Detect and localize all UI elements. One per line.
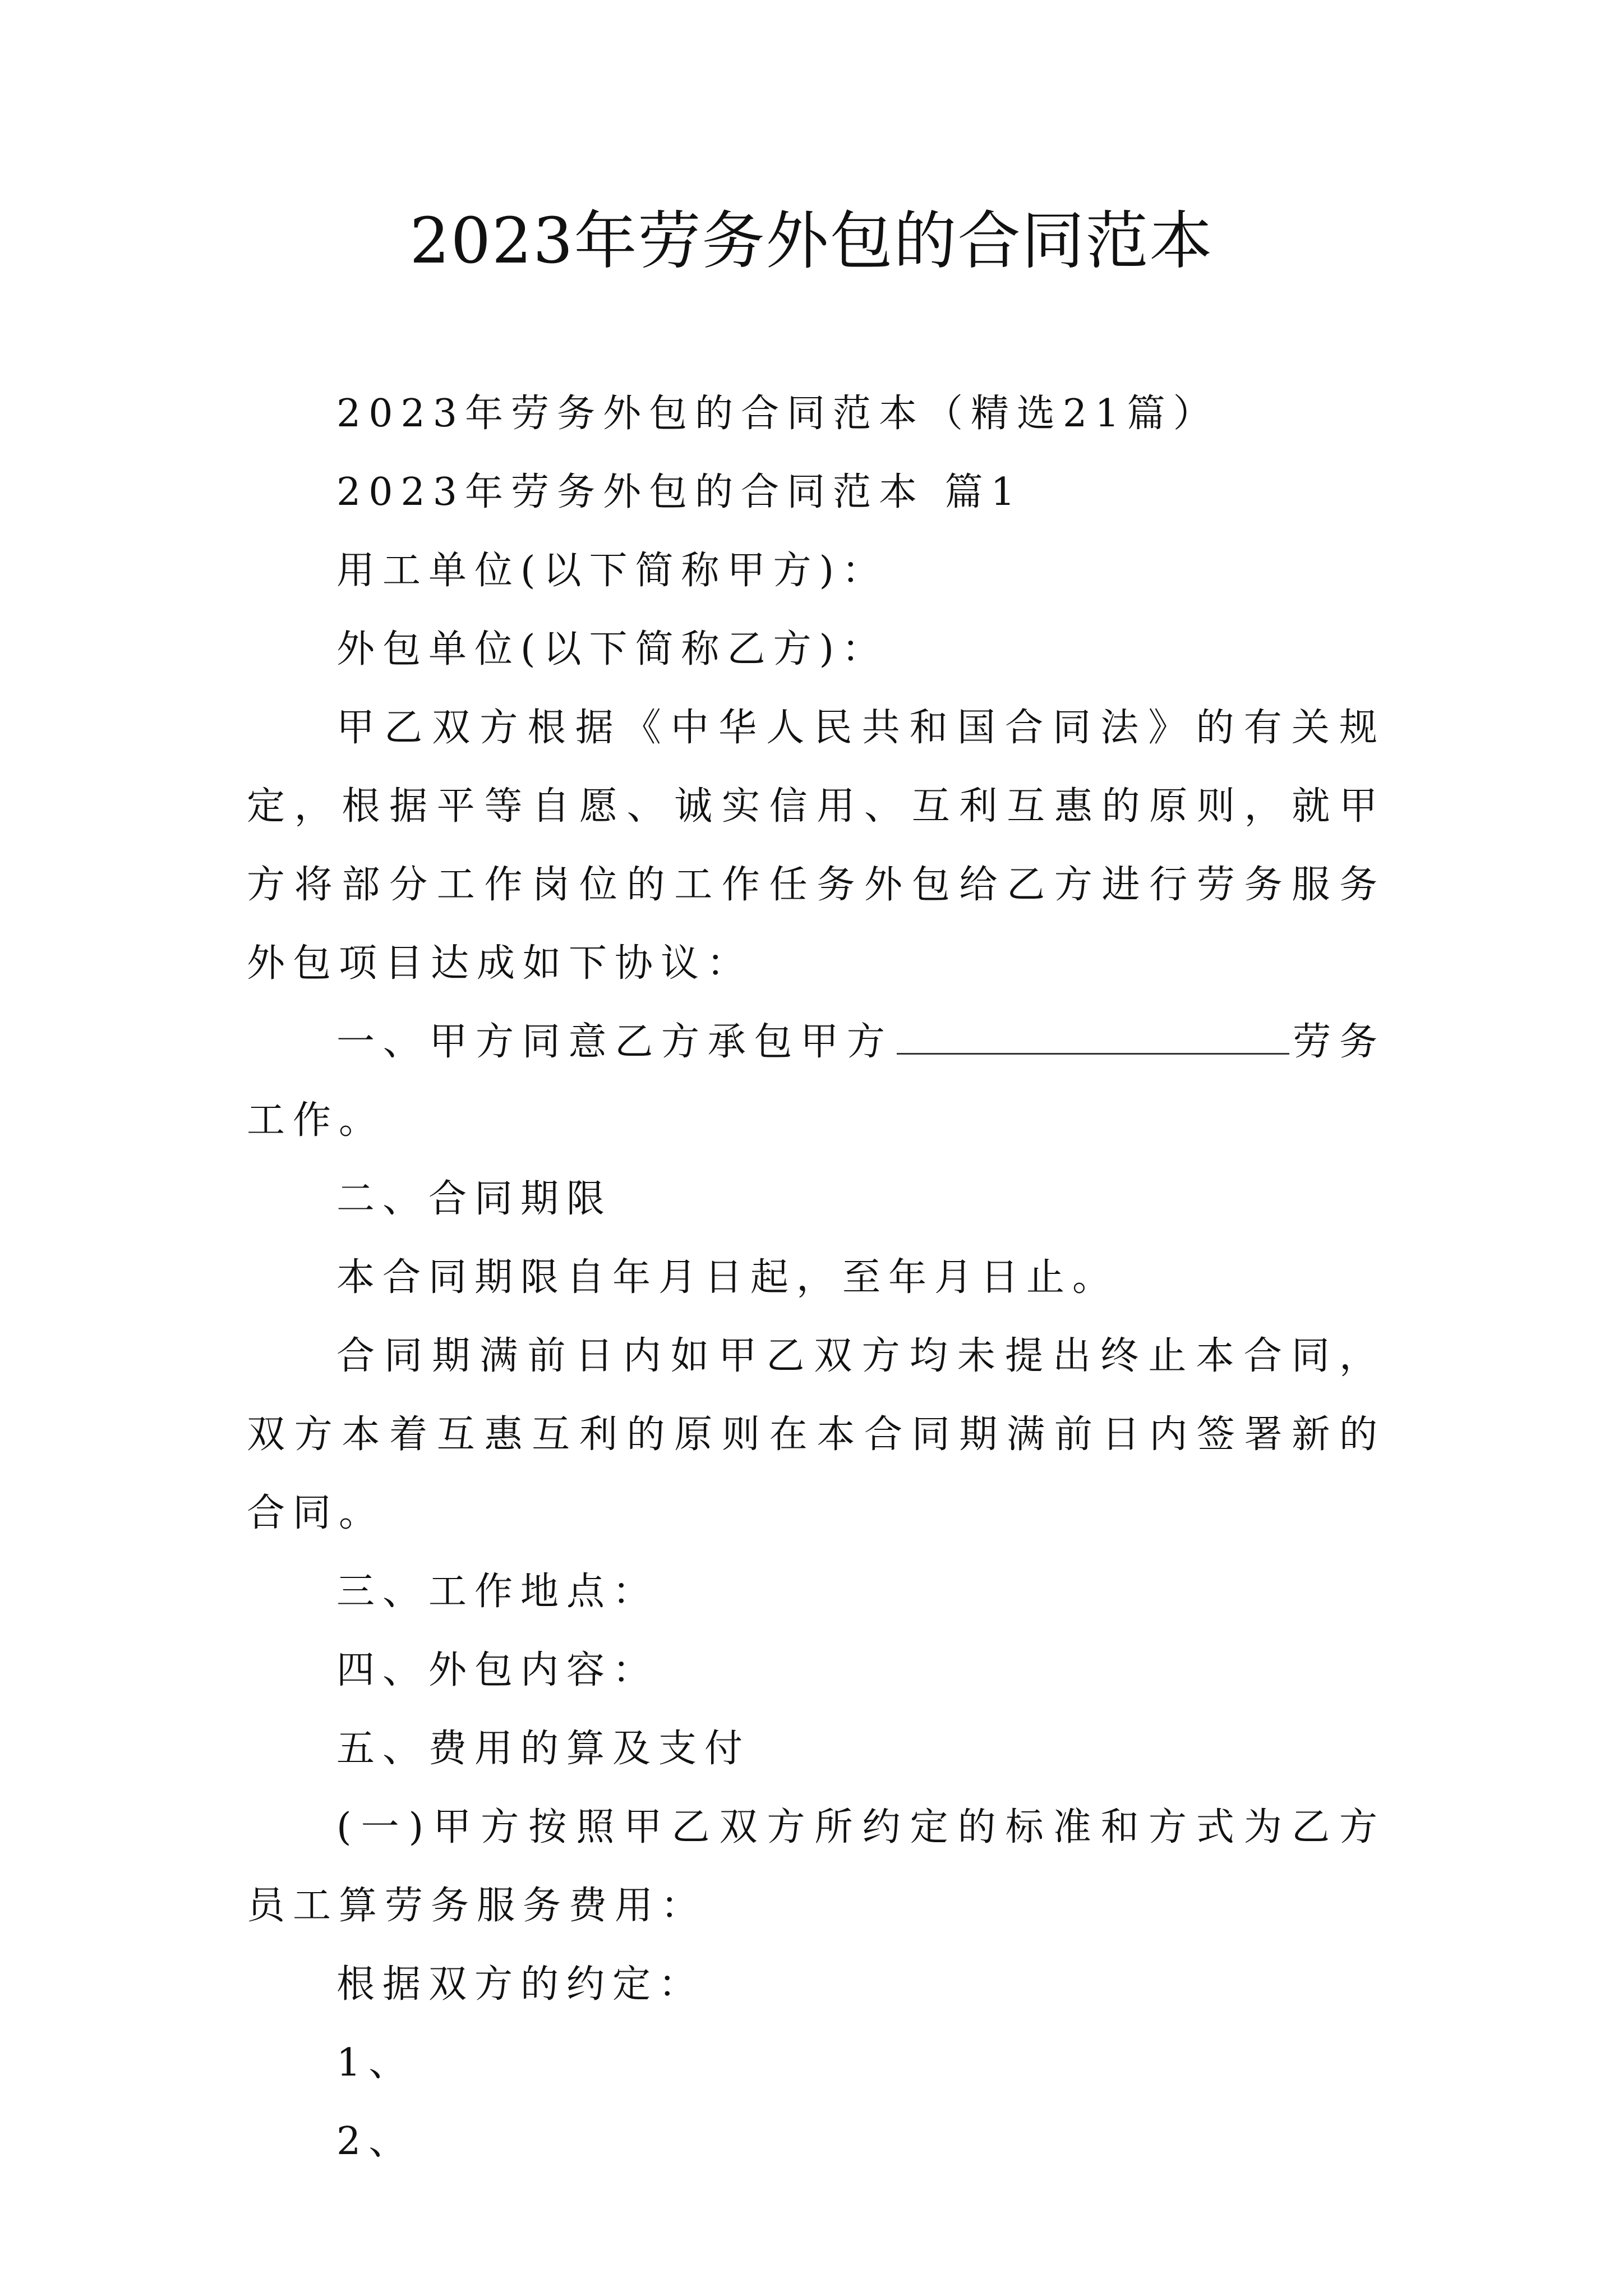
paragraph-preamble: 甲乙双方根据《中华人民共和国合同法》的有关规定，根据平等自愿、诚实信用、互利互惠的原则，就甲方将部分工作岗位的工作任务外包给乙方进行劳务服务外包项目达成如下协议： [247, 706, 1385, 986]
document-title: 2023年劳务外包的合同范本 [409, 205, 1214, 278]
paragraph-contractor: 外包单位(以下简称乙方)： [336, 627, 888, 671]
paragraph-clause-4: 四、外包内容： [336, 1648, 659, 1692]
list-item-2: 2、 [336, 2119, 415, 2164]
document-body [247, 375, 1385, 2181]
paragraph-clause-2-heading: 二、合同期限 [336, 1177, 613, 1221]
paragraph-clause-5-heading: 五、费用的算及支付 [336, 1727, 751, 1771]
paragraph-clause-3: 三、工作地点： [336, 1570, 659, 1614]
paragraph-clause-1 [247, 1003, 1385, 1160]
fill-in-blank [897, 1019, 1289, 1055]
paragraph-section-heading: 2023年劳务外包的合同范本 篇1 [336, 470, 1023, 514]
clause-1-text-after: 劳务工作。 [247, 1020, 1385, 1143]
paragraph-fee-calculation: (一)甲方按照甲乙双方所约定的标准和方式为乙方员工算劳务服务费用： [247, 1805, 1385, 1928]
list-item-1: 1、 [336, 2041, 415, 2085]
paragraph-contract-term: 本合同期限自年月日起，至年月日止。 [336, 1255, 1119, 1300]
paragraph-employer: 用工单位(以下简称甲方)： [336, 549, 888, 593]
paragraph-subtitle: 2023年劳务外包的合同范本（精选21篇） [336, 392, 1219, 436]
paragraph-renewal: 合同期满前日内如甲乙双方均未提出终止本合同，双方本着互惠互利的原则在本合同期满前日内签署新的合同。 [247, 1334, 1385, 1535]
clause-1-text-before: 一、甲方同意乙方承包甲方 [336, 1020, 893, 1064]
paragraph-agreement: 根据双方的约定： [336, 1962, 705, 2007]
